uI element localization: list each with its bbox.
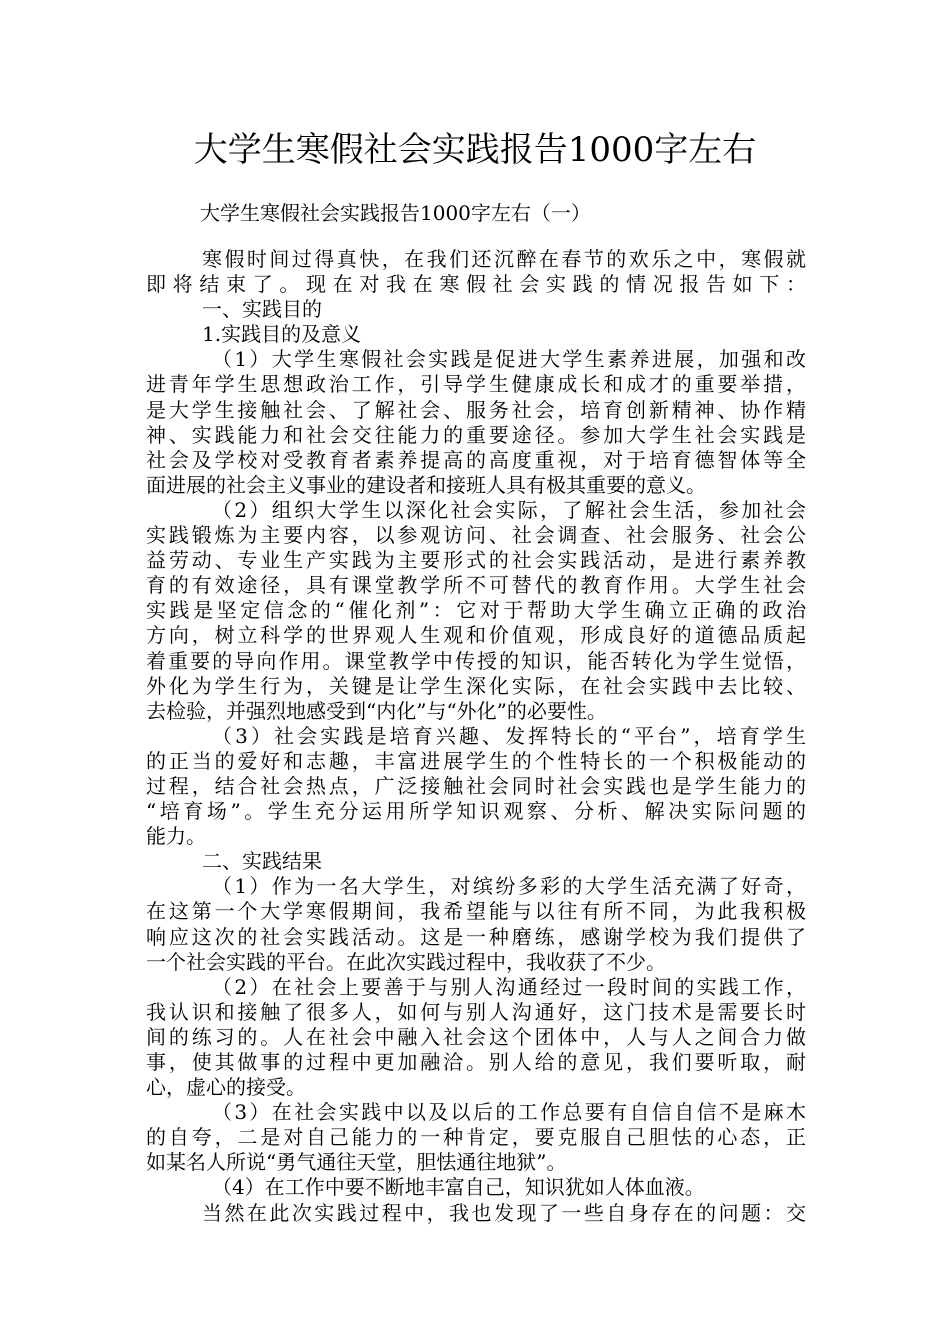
text-line: 面进展的社会主义事业的建设者和接班人具有极其重要的意义。 [146,472,706,497]
text-line: 的自夸，二是对自己能力的一种肯定，要克服自己胆怯的心态，正 [146,1125,806,1150]
text-line: 如某名人所说“勇气通往天堂，胆怯通往地狱”。 [146,1150,567,1175]
text-line: 育的有效途径，具有课堂教学所不可替代的教育作用。大学生社会 [146,573,806,598]
section-subtitle: 大学生寒假社会实践报告1000字左右（一） [200,201,591,225]
body-text [146,247,806,1226]
text-line: 益劳动、专业生产实践为主要形式的社会实践活动，是进行素养教 [146,548,806,573]
text-line: 社会及学校对受教育者素养提高的高度重视，对于培育德智体等全 [146,447,806,472]
text-line: 去检验，并强烈地感受到“内化”与“外化”的必要性。 [146,698,607,723]
text-line: 实践锻炼为主要内容，以参观访问、社会调查、社会服务、社会公 [146,523,806,548]
text-line: 实践是坚定信念的“催化剂”：它对于帮助大学生确立正确的政治 [146,598,806,623]
text-line: 能力。 [146,824,206,849]
text-line: 即将结束了。现在对我在寒假社会实践的情况报告如下： [146,272,806,297]
text-line: （3）社会实践是培育兴趣、发挥特长的“平台”，培育学生 [212,723,806,748]
document-title: 大学生寒假社会实践报告1000字左右 [193,130,757,170]
text-line: 我认识和接触了很多人，如何与别人沟通好，这门技术是需要长时 [146,999,806,1024]
text-line: 进青年学生思想政治工作，引导学生健康成长和成才的重要举措， [146,372,806,397]
text-line: （4）在工作中要不断地丰富自己，知识犹如人体血液。 [212,1175,705,1200]
text-line: 间的练习的。人在社会中融入社会这个团体中，人与人之间合力做 [146,1024,806,1049]
text-line: （2）在社会上要善于与别人沟通经过一段时间的实践工作， [212,974,806,999]
text-line: 响应这次的社会实践活动。这是一种磨练，感谢学校为我们提供了 [146,924,806,949]
text-line: 方向，树立科学的世界观人生观和价值观，形成良好的道德品质起 [146,623,806,648]
section-heading: 二、实践结果 [202,849,322,874]
text-line: （1）大学生寒假社会实践是促进大学生素养进展，加强和改 [212,347,806,372]
text-line: 在这第一个大学寒假期间，我希望能与以往有所不同，为此我积极 [146,899,806,924]
text-line: （3）在社会实践中以及以后的工作总要有自信自信不是麻木 [212,1100,806,1125]
text-line: （1）作为一名大学生，对缤纷多彩的大学生活充满了好奇， [212,874,806,899]
text-line: 当然在此次实践过程中，我也发现了一些自身存在的问题：交 [202,1200,806,1225]
section-heading: 一、实践目的 [202,297,322,322]
text-line: “培育场”。学生充分运用所学知识观察、分析、解决实际问题的 [146,799,806,824]
text-line: 心，虚心的接受。 [146,1075,306,1100]
text-line: 事，使其做事的过程中更加融洽。别人给的意见，我们要听取，耐 [146,1050,806,1074]
text-line: 着重要的导向作用。课堂教学中传授的知识，能否转化为学生觉悟， [146,648,806,673]
text-line: 外化为学生行为，关键是让学生深化实际，在社会实践中去比较、 [146,673,806,698]
text-line: 神、实践能力和社会交往能力的重要途径。参加大学生社会实践是 [146,422,806,447]
text-line: 是大学生接触社会、了解社会、服务社会，培育创新精神、协作精 [146,397,806,422]
subsection-heading: 1.实践目的及意义 [202,322,362,347]
text-line: （2）组织大学生以深化社会实际，了解社会生活，参加社会 [212,497,806,522]
text-line: 的正当的爱好和志趣，丰富进展学生的个性特长的一个积极能动的 [146,748,806,773]
text-line: 寒假时间过得真快，在我们还沉醉在春节的欢乐之中，寒假就 [202,247,806,271]
text-line: 一个社会实践的平台。在此次实践过程中，我收获了不少。 [146,949,666,974]
text-line: 过程，结合社会热点，广泛接触社会同时社会实践也是学生能力的 [146,773,806,798]
